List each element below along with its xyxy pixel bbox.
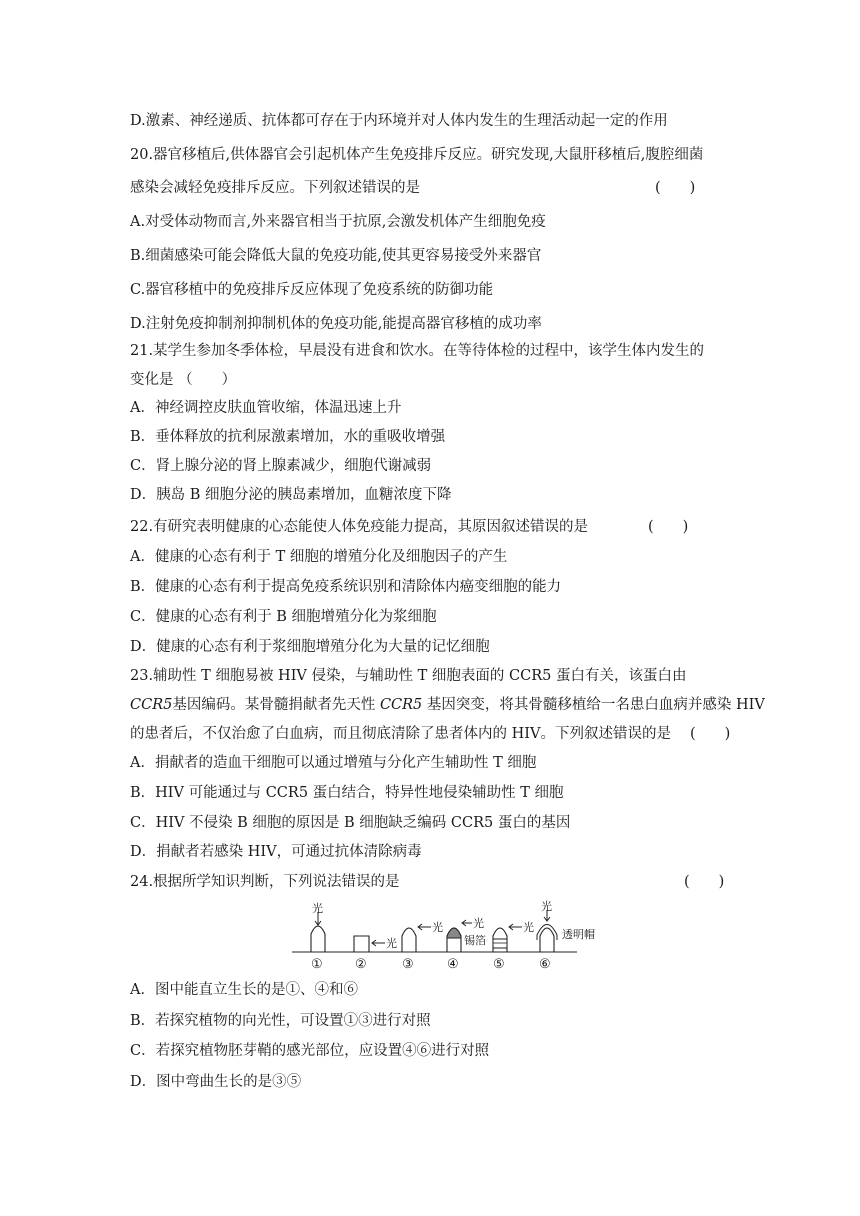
q20-option-d: D.注射免疫抑制剂抑制机体的免疫功能,能提高器官移植的成功率 — [130, 316, 542, 332]
light-label-3: 光 — [432, 921, 443, 934]
q21-option-d: D．胰岛 B 细胞分泌的胰岛素增加，血糖浓度下降 — [130, 487, 452, 503]
transparent-cap-label: 透明帽 — [562, 928, 595, 941]
coleoptile-4 — [447, 916, 486, 952]
foil-label: 锡箔 — [464, 934, 486, 947]
figure-label-5: ⑤ — [493, 957, 505, 970]
q22-option-a: A．健康的心态有利于 T 细胞的增殖分化及细胞因子的产生 — [130, 549, 508, 565]
q23-stem-line1: 23.辅助性 T 细胞易被 HIV 侵染，与辅助性 T 细胞表面的 CCR5 蛋白有关，该蛋白由 — [130, 668, 687, 684]
q23-stem-line3: 的患者后，不仅治愈了白血病，而且彻底清除了患者体内的 HIV。下列叙述错误的是 — [130, 726, 671, 742]
q22-answer-blank: ( ) — [648, 519, 689, 535]
q20-stem-line1: 20.器官移植后,供体器官会引起机体产生免疫排斥反应。研究发现,大鼠肝移植后,腹腔细菌 — [130, 147, 704, 163]
q21-stem-line1: 21.某学生参加冬季体检，早晨没有进食和饮水。在等待体检的过程中，该学生体内发生的 — [130, 343, 705, 359]
light-label-2: 光 — [386, 937, 397, 950]
coleoptile-figure — [292, 900, 602, 970]
q20-stem-line2: 感染会减轻免疫排斥反应。下列叙述错误的是 — [130, 180, 420, 196]
figure-label-1: ① — [311, 957, 323, 970]
q24-option-a: A．图中能直立生长的是①、④和⑥ — [130, 982, 358, 998]
coleoptile-1 — [311, 901, 325, 952]
q21-option-c: C．肾上腺分泌的肾上腺素减少，细胞代谢减弱 — [130, 458, 432, 474]
q21-stem-line2: 变化是 （ ） — [130, 372, 237, 388]
q22-option-c: C．健康的心态有利于 B 细胞增殖分化为浆细胞 — [130, 609, 437, 625]
q22-option-d: D．健康的心态有利于浆细胞增殖分化为大量的记忆细胞 — [130, 639, 490, 655]
figure-label-4: ④ — [447, 957, 459, 970]
coleoptile-3 — [402, 920, 443, 952]
gene-name-ccr5: CCR5 — [130, 697, 173, 713]
figure-label-6: ⑥ — [539, 957, 551, 970]
q23-line2-mid: 基因编码。某骨髓捐献者先天性 — [172, 697, 380, 713]
light-label-6: 光 — [541, 900, 552, 913]
q24-answer-blank: ( ) — [684, 874, 725, 890]
q24-option-c: C．若探究植物胚芽鞘的感光部位，应设置④⑥进行对照 — [130, 1043, 490, 1059]
q23-option-b: B．HIV 可能通过与 CCR5 蛋白结合，特异性地侵染辅助性 T 细胞 — [130, 785, 564, 801]
figure-label-3: ③ — [402, 957, 414, 970]
light-label-1: 光 — [312, 902, 323, 915]
q24-option-b: B．若探究植物的向光性，可设置①③进行对照 — [130, 1013, 431, 1029]
q21-option-b: B．垂体释放的抗利尿激素增加，水的重吸收增强 — [130, 429, 446, 445]
light-label-5: 光 — [523, 921, 534, 934]
q19-option-d: D.激素、神经递质、抗体都可存在于内环境并对人体内发生的生理活动起一定的作用 — [130, 113, 668, 129]
coleoptile-6 — [537, 900, 595, 952]
q24-stem: 24.根据所学知识判断，下列说法错误的是 — [130, 874, 400, 890]
coleoptile-2 — [354, 936, 397, 952]
q22-stem: 22.有研究表明健康的心态能使人体免疫能力提高，其原因叙述错误的是 — [130, 519, 589, 535]
gene-name-ccr5-2: CCR5 — [379, 697, 423, 713]
q23-option-a: A．捐献者的造血干细胞可以通过增殖与分化产生辅助性 T 细胞 — [130, 755, 537, 771]
q20-option-b: B.细菌感染可能会降低大鼠的免疫功能,使其更容易接受外来器官 — [130, 248, 542, 264]
q23-stem-line2 — [130, 695, 765, 715]
q23-option-c: C．HIV 不侵染 B 细胞的原因是 B 细胞缺乏编码 CCR5 蛋白的基因 — [130, 815, 571, 831]
q23-answer-blank: ( ) — [690, 726, 731, 742]
q23-line2-rest: 基因突变，将其骨髓移植给一名患白血病并感染 HIV — [422, 697, 765, 713]
figure-label-2: ② — [355, 957, 367, 970]
q23-option-d: D．捐献者若感染 HIV，可通过抗体清除病毒 — [130, 844, 422, 860]
q20-option-c: C.器官移植中的免疫排斥反应体现了免疫系统的防御功能 — [130, 282, 494, 298]
q24-option-d: D．图中弯曲生长的是③⑤ — [130, 1074, 302, 1090]
q21-option-a: A．神经调控皮肤血管收缩，体温迅速上升 — [130, 400, 402, 416]
q22-option-b: B．健康的心态有利于提高免疫系统识别和清除体内癌变细胞的能力 — [130, 579, 562, 595]
q20-answer-blank: ( ) — [655, 180, 696, 196]
coleoptile-5 — [493, 920, 534, 952]
q20-option-a: A.对受体动物而言,外来器官相当于抗原,会激发机体产生细胞免疫 — [130, 214, 546, 230]
light-label-4: 光 — [473, 917, 484, 930]
